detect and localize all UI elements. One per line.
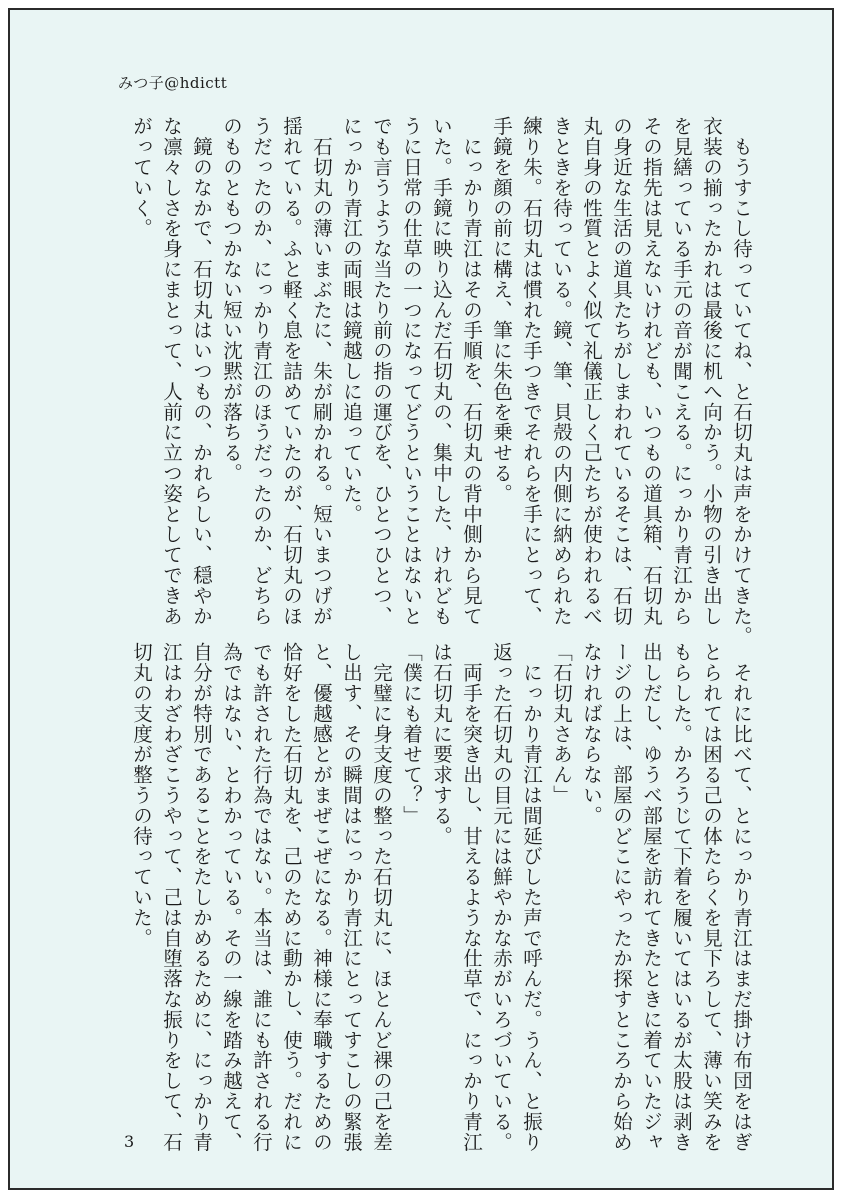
text-line: もらした。かろうじて下着を履いてはいるが太股は剥き xyxy=(670,642,693,1152)
text-line: きときを待っている。鏡、筆、貝殻の内側に納められた xyxy=(550,116,573,626)
text-line: のものともつかない短い沈黙が落ちる。 xyxy=(220,116,243,484)
manuscript-page xyxy=(8,8,834,1190)
text-line: ージの上は、部屋のどこにやったか探すところから始め xyxy=(610,642,633,1152)
text-line: 揺れている。ふと軽く息を詰めていたのが、石切丸のほ xyxy=(280,116,303,626)
text-line: でも許された行為ではない。本当は、誰にも許される行 xyxy=(250,642,273,1152)
text-line: 「僕にも着せて？」 xyxy=(400,642,423,826)
text-line: 「石切丸さあん」 xyxy=(550,642,573,806)
text-line: でも言うような当たり前の指の運びを、ひとつひとつ、 xyxy=(370,116,393,626)
page-number: 3 xyxy=(124,1132,135,1151)
text-line: 完璧に身支度の整った石切丸に、ほとんど裸の己を差 xyxy=(370,642,393,1152)
author-credit: みつ子@hdictt xyxy=(118,74,228,92)
text-line: その指先は見えないけれども、いつもの道具箱、石切丸 xyxy=(640,116,663,626)
text-line: 両手を突き出し、甘えるような仕草で、にっかり青江 xyxy=(460,642,483,1152)
text-line: と、優越感とがまぜこぜになる。神様に奉職するための xyxy=(310,642,333,1152)
text-line: 鏡のなかで、石切丸はいつもの、かれらしい、穏やか xyxy=(190,116,213,626)
text-line: いた。手鏡に映り込んだ石切丸の、集中した、けれども xyxy=(430,116,453,626)
text-block-top xyxy=(116,116,756,647)
text-line: にっかり青江の両眼は鏡越しに追っていた。 xyxy=(340,116,363,524)
text-line: もうすこし待っていてね、と石切丸は声をかけてきた。 xyxy=(730,116,753,647)
text-line: を見繕っている手元の音が聞こえる。にっかり青江から xyxy=(670,116,693,626)
text-line: し出す、その瞬間はにっかり青江にとってすこしの緊張 xyxy=(340,642,363,1152)
text-line: 衣装の揃ったかれは最後に机へ向かう。小物の引き出し xyxy=(700,116,723,626)
text-line: は石切丸に要求する。 xyxy=(430,642,453,846)
text-line: 為ではない、とわかっている。その一線を踏み越えて、 xyxy=(220,642,243,1152)
text-block-bottom xyxy=(116,642,756,1152)
text-line: 練り朱。石切丸は慣れた手つきでそれらを手にとって、 xyxy=(520,116,543,626)
text-line: うだったのか、にっかり青江のほうだったのか、どちら xyxy=(250,116,273,626)
text-line: の身近な生活の道具たちがしまわれているそこは、石切 xyxy=(610,116,633,626)
text-line: な凛々しさを身にまとって、人前に立つ姿としてできあ xyxy=(160,116,183,626)
text-line: にっかり青江はその手順を、石切丸の背中側から見て xyxy=(460,116,483,626)
text-line: なければならない。 xyxy=(580,642,603,826)
text-line: それに比べて、とにっかり青江はまだ掛け布団をはぎ xyxy=(730,642,753,1152)
text-line: うに日常の仕草の一つになってどうということはないと xyxy=(400,116,423,626)
text-line: 切丸の支度が整うの待っていた。 xyxy=(130,642,153,948)
text-line: 出しだし、ゆうべ部屋を訪れてきたときに着ていたジャ xyxy=(640,642,663,1152)
text-line: 江はわざわざこうやって、己は自堕落な振りをして、石 xyxy=(160,642,183,1152)
text-line: とられては困る己の体たらくを見下ろして、薄い笑みを xyxy=(700,642,723,1152)
text-line: 恰好をした石切丸を、己のために動かし、使う。だれに xyxy=(280,642,303,1152)
text-line: 石切丸の薄いまぶたに、朱が刷かれる。短いまつげが xyxy=(310,116,333,626)
text-line: 自分が特別であることをたしかめるために、にっかり青 xyxy=(190,642,213,1152)
text-line: 手鏡を顔の前に構え、筆に朱色を乗せる。 xyxy=(490,116,513,504)
text-line: 丸自身の性質とよく似て礼儀正しく己たちが使われるべ xyxy=(580,116,603,626)
text-line: がっていく。 xyxy=(130,116,153,239)
text-line: 返った石切丸の目元には鮮やかな赤がいろづいている。 xyxy=(490,642,513,1152)
text-line: にっかり青江は間延びした声で呼んだ。うん、と振り xyxy=(520,642,543,1152)
